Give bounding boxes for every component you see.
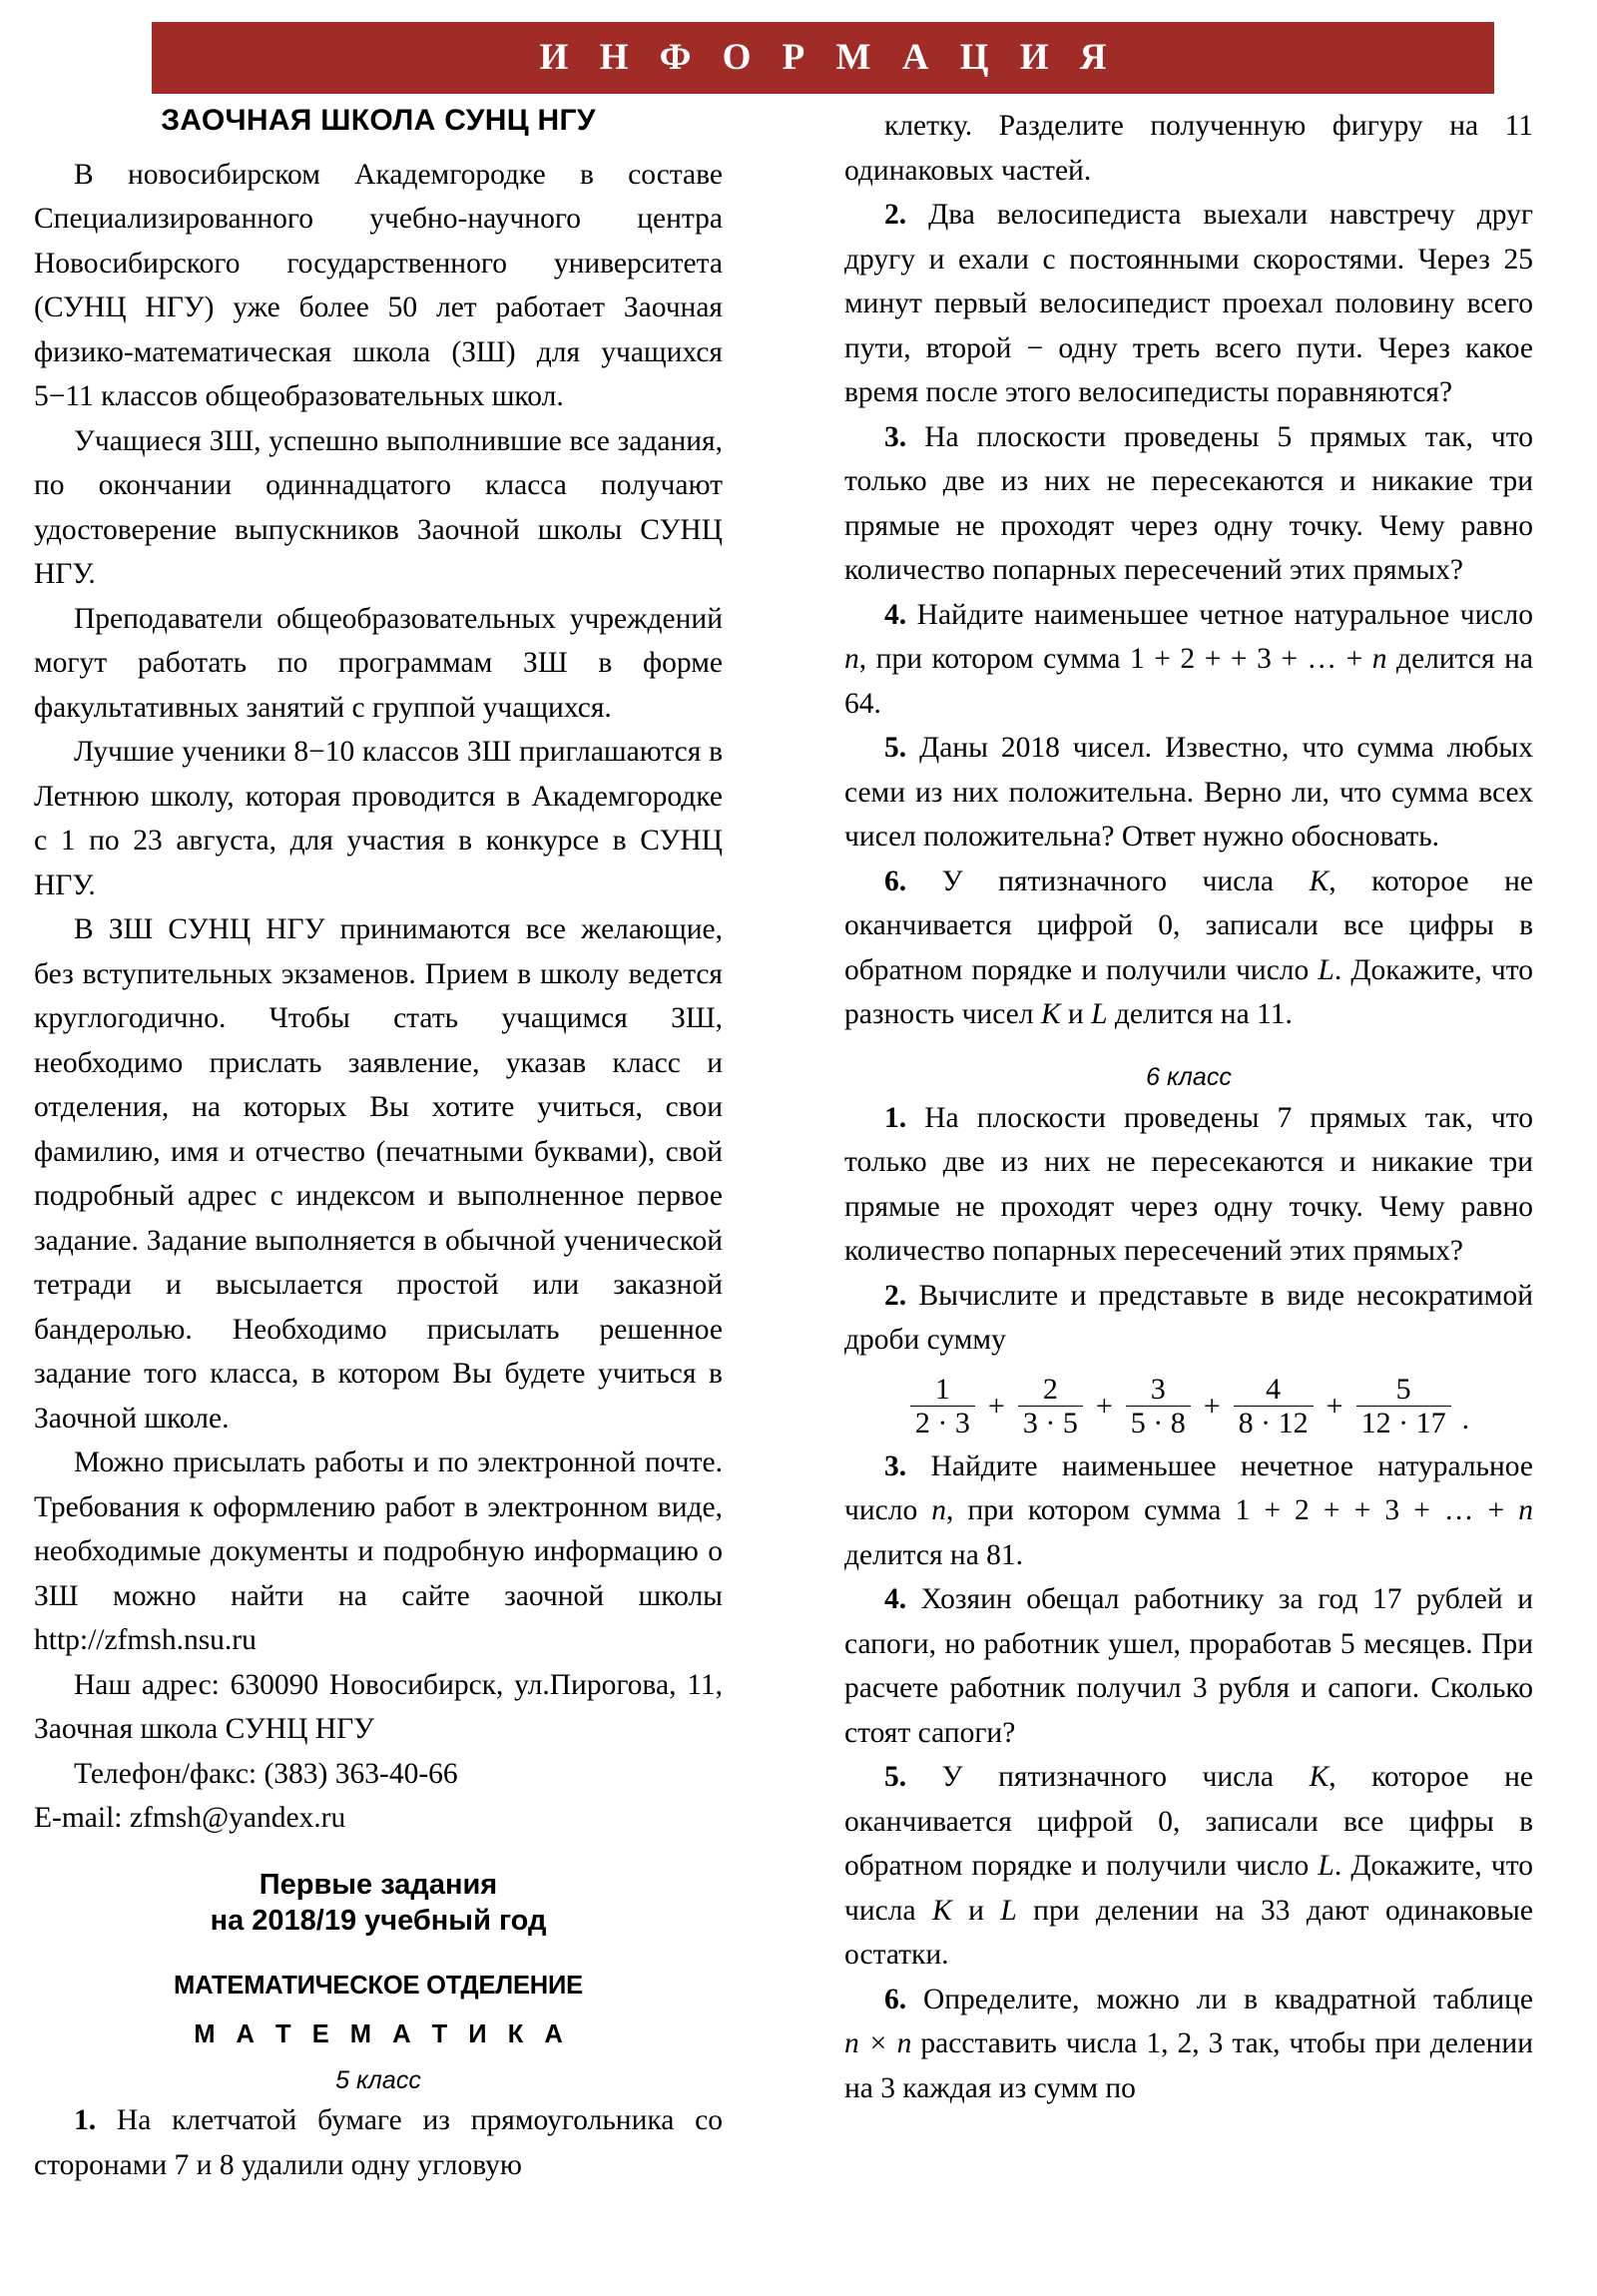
problem-item xyxy=(844,726,1533,860)
paragraph: Преподаватели общеобразовательных учреждений могут работать по программам ЗШ в форме факультативных занятий с группой учащихся. xyxy=(34,602,723,724)
fraction-term xyxy=(1356,1372,1451,1439)
problem-item xyxy=(844,1978,1533,2111)
math-variable: n × n xyxy=(844,2027,912,2059)
plus-operator: + xyxy=(1326,1389,1343,1423)
subject-heading: М А Т Е М А Т И К А xyxy=(194,2020,570,2048)
math-variable: n xyxy=(1518,1494,1533,1526)
fraction-numerator: 2 xyxy=(1042,1372,1058,1406)
department-heading: МАТЕМАТИЧЕСКОЕ ОТДЕЛЕНИЕ xyxy=(174,1972,583,2000)
page-title: ЗАОЧНАЯ ШКОЛА СУНЦ НГУ xyxy=(161,104,596,137)
problem-number: 4. xyxy=(884,598,907,631)
problem-item xyxy=(844,1577,1533,1755)
math-variable: L xyxy=(1000,1894,1017,1927)
paragraph: Учащиеся ЗШ, успешно выполнившие все задания, по окончании одиннадцатого класса получают удостоверение выпускников Заочной школы СУНЦ НГУ. xyxy=(34,424,723,590)
problem-text: при делении на 33 дают одинаковые остатки. xyxy=(844,1894,1533,1971)
problem-text: делится на 64. xyxy=(844,643,1534,720)
contact-address: Наш адрес: 630090 Новосибирск, ул.Пирогова, 11, Заочная школа СУНЦ НГУ xyxy=(34,1668,723,1745)
problem-number: 2. xyxy=(884,199,907,231)
problem-number: 5. xyxy=(884,1761,907,1793)
two-column-body xyxy=(0,104,1597,2296)
paragraph: В новосибирском Академгородке в составе Специализированного учебно-научного центра Новосибирского государственного университета (СУНЦ НГУ) уже более 50 лет работает Заочная физико-математическая школа (ЗШ) для учащихся 5−11 классов общеобразовательных школ. xyxy=(34,158,723,412)
right-column xyxy=(844,104,1533,2110)
math-variable: n xyxy=(1371,643,1387,675)
fraction-numerator: 4 xyxy=(1266,1372,1282,1406)
problem-text: , которое не оканчивается цифрой 0, записали все цифры в обратном порядке и получили число xyxy=(844,1761,1533,1882)
math-variable: L xyxy=(1091,998,1108,1030)
plus-operator: + xyxy=(1095,1389,1113,1423)
problem-text: Два велосипедиста выехали навстречу друг другу и ехали с постоянными скоростями. Через 25 минут первый велосипедист проехал половину всего пути, второй − одну треть всего пути. Через какое время после этого велосипедисты поравняются? xyxy=(844,199,1533,408)
problem-text: Найдите наименьшее четное натуральное число xyxy=(906,598,1533,631)
problem-text: , которое не оканчивается цифрой 0, записали все цифры в обратном порядке и получили число xyxy=(844,864,1533,986)
fraction-sum-formula xyxy=(844,1372,1533,1439)
problem-text: и xyxy=(951,1894,1001,1927)
problem-number: 2. xyxy=(884,1279,907,1312)
plus-operator: + xyxy=(987,1389,1005,1423)
paragraph: В ЗШ СУНЦ НГУ принимаются все желающие, без вступительных экзаменов. Прием в школу ведется круглогодично. Чтобы стать учащимся ЗШ, необходимо прислать заявление, указав класс и отделения, на которых Вы хотите учиться, свои фамилию, имя и отчество (печатными буквами), свой подробный адрес с индексом и выполненное первое задание. Задание выполняется в обычной ученической тетради и высылается простой или заказной бандеролью. Необходимо присылать решенное задание того класса, в котором Вы будете учиться в Заочной школе. xyxy=(34,913,723,1435)
fraction-denominator: 5 · 8 xyxy=(1126,1406,1191,1438)
fraction-term xyxy=(1018,1372,1083,1439)
problem-text: , при котором сумма 1 + 2 + + 3 + … + xyxy=(858,643,1372,675)
problem-text: и xyxy=(1060,998,1092,1030)
problem-item xyxy=(844,1755,1533,1978)
problem-item xyxy=(844,1444,1533,1578)
problem-number: 6. xyxy=(884,1983,907,2015)
fraction-term xyxy=(1234,1372,1314,1439)
problem-item xyxy=(844,860,1533,1037)
math-variable: L xyxy=(1318,953,1334,986)
problem-item xyxy=(34,2098,723,2187)
banner-title: И Н Ф О Р М А Ц И Я xyxy=(539,37,1118,78)
grade-6-heading: 6 класс xyxy=(1146,1062,1232,1091)
problem-item xyxy=(844,193,1533,415)
contact-email: E-mail: zfmsh@yandex.ru xyxy=(34,1802,346,1834)
problem-text: . Докажите, что числа xyxy=(844,1850,1533,1927)
problem-number: 6. xyxy=(884,864,907,897)
contact-phone: Телефон/факс: (383) 363-40-66 xyxy=(74,1757,458,1790)
fraction-denominator: 12 · 17 xyxy=(1356,1406,1451,1438)
fraction-denominator: 3 · 5 xyxy=(1018,1406,1083,1438)
problem-text: Найдите наименьшее нечетное натуральное число xyxy=(844,1449,1533,1526)
math-variable: L xyxy=(1318,1850,1334,1882)
math-variable: n xyxy=(844,643,859,675)
problem-number: 1. xyxy=(884,1101,907,1134)
problem-item xyxy=(844,593,1533,727)
problem-number: 5. xyxy=(884,732,907,764)
problem-text: Вычислите и представьте в виде несократимой дроби сумму xyxy=(844,1279,1533,1356)
problem-item xyxy=(844,1096,1533,1274)
information-banner xyxy=(152,22,1494,94)
paragraph: Лучшие ученики 8−10 классов ЗШ приглашаются в Летнюю школу, которая проводится в Академгородке с 1 по 23 августа, для участия в конкурсе в СУНЦ НГУ. xyxy=(34,736,723,901)
problem-item xyxy=(844,1274,1533,1363)
math-variable: n xyxy=(931,1494,947,1526)
problem-text: делится на 81. xyxy=(844,1538,1024,1571)
paragraph: Можно присылать работы и по электронной почте. Требования к оформлению работ в электронном виде, необходимые документы и подробную информацию о ЗШ можно найти на сайте заочной школы http://zfmsh.nsu.ru xyxy=(34,1446,723,1656)
problem-text: У пятизначного числа xyxy=(906,1761,1310,1793)
problem-number: 4. xyxy=(884,1583,907,1615)
fraction-denominator: 2 · 3 xyxy=(910,1406,975,1438)
problem-number: 3. xyxy=(884,1449,907,1482)
fraction-denominator: 8 · 12 xyxy=(1234,1406,1314,1438)
problem-text: делится на 11. xyxy=(1107,998,1293,1030)
problem-text: Определите, можно ли в квадратной таблице xyxy=(906,1983,1533,2015)
problem-text: У пятизначного числа xyxy=(906,864,1310,897)
fraction-term xyxy=(1126,1372,1191,1439)
tasks-heading-line-2: на 2018/19 учебный год xyxy=(210,1904,547,1937)
math-variable: K xyxy=(1309,1761,1330,1793)
fraction-numerator: 5 xyxy=(1395,1372,1411,1406)
tasks-heading xyxy=(34,1867,723,1940)
fraction-numerator: 1 xyxy=(934,1372,950,1406)
problem-item xyxy=(844,415,1533,593)
problem-number: 1. xyxy=(74,2104,97,2136)
fraction-numerator: 3 xyxy=(1150,1372,1166,1406)
problem-text: На плоскости проведены 7 прямых так, что только две из них не пересекаются и никакие три прямые не проходят через одну точку. Чему равно количество попарных пересечений этих прямых? xyxy=(844,1101,1533,1267)
plus-operator: + xyxy=(1203,1389,1221,1423)
problem-text: Даны 2018 чисел. Известно, что сумма любых семи из них положительна. Верно ли, что сумма всех чисел положительна? Ответ нужно обосновать. xyxy=(844,732,1533,853)
math-variable: K xyxy=(931,1894,952,1927)
math-variable: K xyxy=(1040,998,1061,1030)
problem-continuation: клетку. Разделите полученную фигуру на 11 одинаковых частей. xyxy=(844,110,1533,187)
problem-text: На клетчатой бумаге из прямоугольника со сторонами 7 и 8 удалили одну угловую xyxy=(34,2104,723,2181)
problem-text: . Докажите, что разность чисел xyxy=(844,953,1533,1030)
tasks-heading-line-1: Первые задания xyxy=(259,1868,498,1901)
problem-text: Хозяин обещал работнику за год 17 рублей и сапоги, но работник ушел, проработав 5 месяцев. При расчете работник получил 3 рубля и сапоги. Сколько стоят сапоги? xyxy=(844,1583,1533,1749)
grade-5-heading: 5 класс xyxy=(335,2066,421,2094)
left-column xyxy=(34,104,723,2187)
fraction-term xyxy=(910,1372,975,1439)
problem-text: расставить числа 1, 2, 3 так, чтобы при делении на 3 каждая из сумм по xyxy=(844,2027,1533,2104)
math-variable: K xyxy=(1309,864,1330,897)
problem-text: На плоскости проведены 5 прямых так, что только две из них не пересекаются и никакие три прямые не проходят через одну точку. Чему равно количество попарных пересечений этих прямых? xyxy=(844,420,1533,586)
problem-number: 3. xyxy=(884,420,907,453)
problem-text: , при котором сумма 1 + 2 + + 3 + … + xyxy=(946,1494,1519,1526)
formula-period: . xyxy=(1461,1402,1470,1435)
